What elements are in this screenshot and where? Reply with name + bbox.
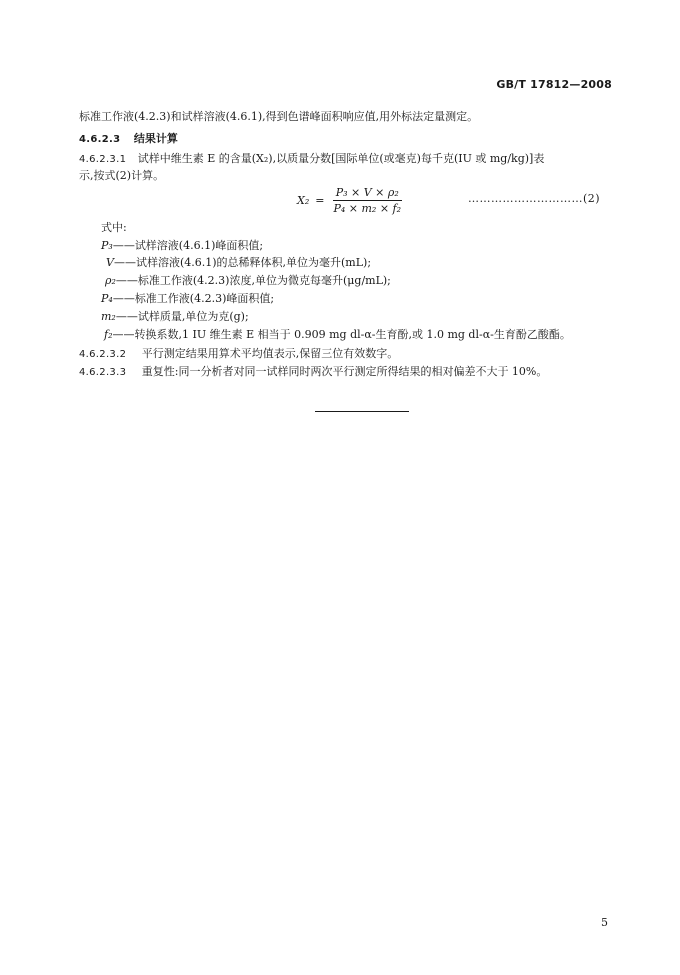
section-46231-line2: 示,按式(2)计算。 [79,169,165,182]
page-number: 5 [601,916,608,929]
definition-item [101,311,249,322]
section-number: 4.6.2.3 [79,134,121,145]
definition-item [101,293,274,304]
formula-2 [297,187,404,214]
definition-text: ——试样溶液(4.6.1)的总稀释体积,单位为毫升(mL); [113,256,372,269]
definition-text: ——试样质量,单位为克(g); [115,310,249,323]
section-46232 [79,348,398,360]
formula-equals: = [315,194,325,207]
section-text: 平行测定结果用算术平均值表示,保留三位有效数字。 [141,347,399,360]
section-text: 重复性:同一分析者对同一试样同时两次平行测定所得结果的相对偏差不大于 10%。 [141,365,548,378]
section-number: 4.6.2.3.1 [79,154,127,165]
definition-item [105,275,391,286]
section-number: 4.6.2.3.2 [79,349,127,360]
formula-lhs: X₂ [297,194,310,207]
definition-text: ——转换系数,1 IU 维生素 E 相当于 0.909 mg dl-α-生育酚,或 1.0 mg dl-α-生育酚乙酸酯。 [112,328,571,341]
definition-text: ——试样溶液(4.6.1)峰面积值; [112,239,264,252]
definition-symbol: m₂ [101,310,116,323]
formula-number: …………………………(2) [468,192,601,205]
definition-symbol: V [106,256,114,269]
definition-item [101,240,263,251]
definition-item [104,329,571,340]
definition-text: ——标准工作液(4.2.3)峰面积值; [112,292,275,305]
where-label: 式中: [101,221,127,234]
section-text: 试样中维生素 E 的含量(X₂),以质量分数[国际单位(或毫克)每千克(IU 或 mg/kg)]表 [137,152,545,165]
formula-fraction [330,187,404,214]
formula-numerator: P₃ × V × ρ₂ [333,187,402,201]
formula-denominator: P₄ × m₂ × f₂ [333,202,402,215]
definition-item [106,257,371,268]
definition-symbol: P₃ [101,239,113,252]
section-46231-line1 [79,153,544,165]
standard-code: GB/T 17812—2008 [496,78,612,91]
intro-line: 标准工作液(4.2.3)和试样溶液(4.6.1),得到色谱峰面积响应值,用外标法定量测定。 [79,110,479,123]
definition-symbol: f₂ [104,328,113,341]
section-number: 4.6.2.3.3 [79,367,127,378]
section-46233 [79,366,547,378]
definition-text: ——标准工作液(4.2.3)浓度,单位为微克每毫升(μg/mL); [115,274,391,287]
section-title: 结果计算 [133,132,178,145]
end-rule [315,411,409,412]
definition-symbol: P₄ [101,292,113,305]
definition-symbol: ρ₂ [105,274,116,287]
section-4623-heading [79,133,178,145]
